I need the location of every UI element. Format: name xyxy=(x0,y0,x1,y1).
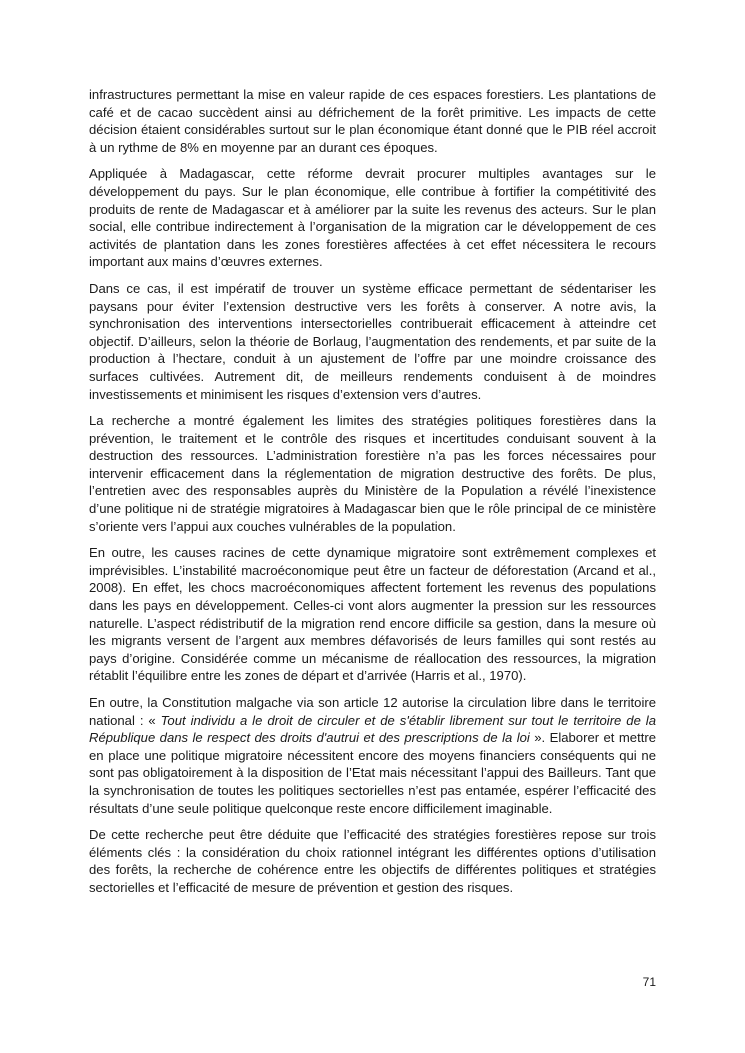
constitution-quote: Tout individu a le droit de circuler et de s'établir librement sur tout le territoire de la République dans le respect des droits d'autrui et des prescriptions de la loi xyxy=(89,712,656,746)
paragraph-madagascar-reform: Appliquée à Madagascar, cette réforme devrait procurer multiples avantages sur le développement du pays. Sur le plan économique, elle contribue à fortifier la compétitivité des produits de rente de Madagascar et à améliorer par la suite les revenus des acteurs. Sur le plan social, elle contribue indirectement à l’organisation de la migration car le développement de ces activités de plantation dans les zones forestières affectées à cet effet nécessitera le recours important aux mains d’œuvres externes. xyxy=(89,166,656,270)
paragraph-forest-policy-limits: La recherche a montré également les limites des stratégies politiques forestières dans la prévention, le traitement et le contrôle des risques et incertitudes conduisant souvent à la destruction des ressources. L’administration forestière n’a pas les forces nécessaires pour intervenir efficacement dans la réglementation de migration destructive des forêts. De plus, l’entretien avec des responsables auprès du Ministère de la Population a révélé l’inexistence d’une politique ni de stratégie migratoires à Madagascar bien que le rôle principal de ce ministère s’oriente vers l’appui aux couches vulnérables de la population. xyxy=(89,413,656,534)
paragraph-migration-causes: En outre, les causes racines de cette dynamique migratoire sont extrêmement complexes et imprévisibles. L’instabilité macroéconomique peut être un facteur de déforestation (Arcand et al., 2008). En effet, les chocs macroéconomiques affectent fortement les revenus des populations dans les pays en développement. Celles-ci vont alors augmenter la pression sur les ressources naturelle. L’aspect rédistributif de la migration rend encore difficile sa gestion, dans la mesure où les migrants versent de l’argent aux membres défavorisés de leurs familles qui sont restés au pays d’origine. Considérée comme un mécanisme de réallocation des ressources, la migration rétablit l’équilibre entre les zones de départ et d’arrivée (Harris et al., 1970). xyxy=(89,545,656,684)
constitution-text-after: ». Elaborer et mettre en place une politique migratoire nécessitent encore des moyens financiers conséquents qui ne sont pas obligatoirement à la disposition de l’Etat mais nécessitant l’appui des Bailleurs. Tant que la synchronisation de toutes les politiques sectorielles n’est pas entamée, espérer l’efficacité des résultats d’une seule politique quelconque reste encore difficilement imaginable. xyxy=(89,730,656,816)
paragraph-constitution xyxy=(89,694,656,817)
paragraph-conclusion: De cette recherche peut être déduite que l’efficacité des stratégies forestières repose sur trois éléments clés : la considération du choix rationnel intégrant les différentes options d’utilisation des forêts, la recherche de cohérence entre les objectifs de différentes politiques et stratégies sectorielles et l’efficacité de mesure de prévention et gestion des risques. xyxy=(89,827,656,895)
constitution-text-before: En outre, la Constitution malgache via son article 12 autorise la circulation libre dans le territoire national : « xyxy=(89,695,656,728)
paragraph-sedentarisation: Dans ce cas, il est impératif de trouver un système efficace permettant de sédentariser les paysans pour éviter l’extension destructive vers les forêts à conserver. A notre avis, la synchronisation des interventions intersectorielles contribuerait efficacement à atteindre cet objectif. D’ailleurs, selon la théorie de Borlaug, l’augmentation des rendements, et par suite de la production à l’hectare, conduit à un ajustement de l’offre par une moindre croissance des surfaces cultivées. Autrement dit, de meilleurs rendements conduisent à de moindres investissements et minimisent les risques d’extension vers d’autres. xyxy=(89,280,656,402)
document-body xyxy=(89,86,656,906)
page-number: 71 xyxy=(642,975,656,989)
paragraph-infrastructures: infrastructures permettant la mise en valeur rapide de ces espaces forestiers. Les plantations de café et de cacao succèdent ainsi au défrichement de la forêt primitive. Les impacts de cette décision étaient considérables surtout sur le plan économique étant donné que le PIB réel accroit à un rythme de 8% en moyenne par an durant ces époques. xyxy=(89,87,656,155)
